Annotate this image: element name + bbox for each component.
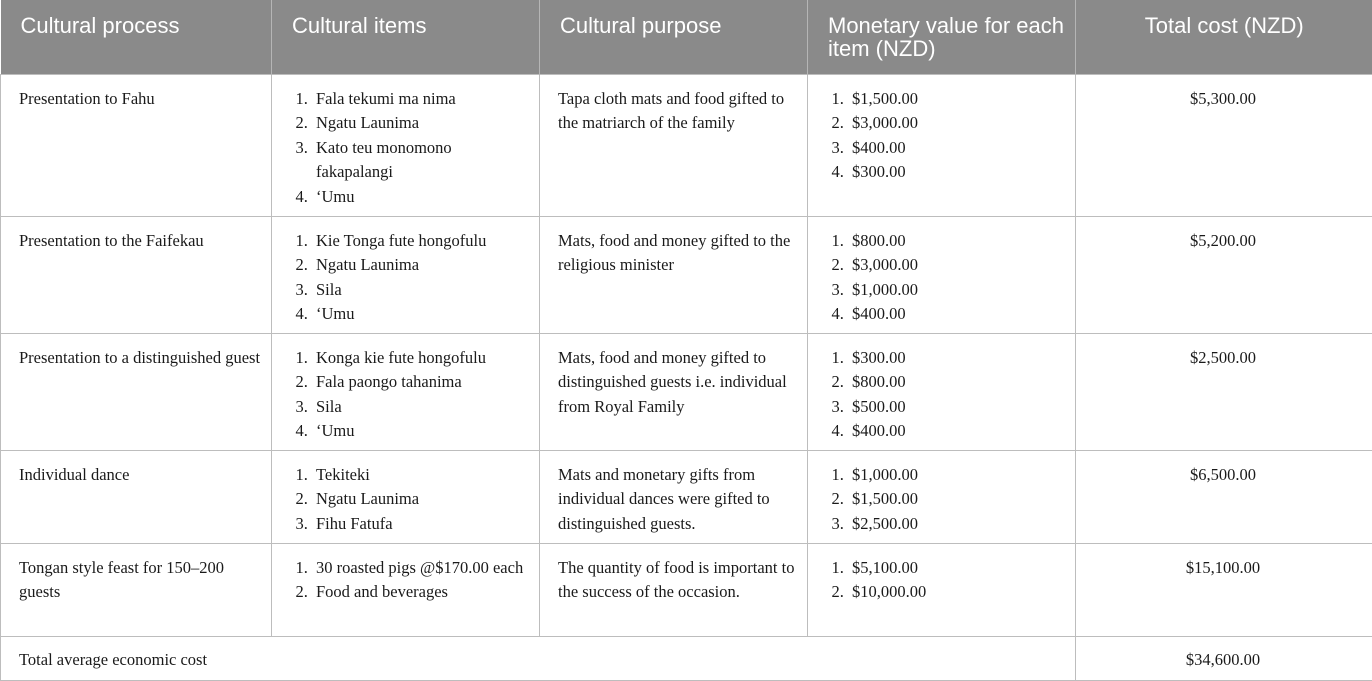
list-item: 2. $1,500.00 <box>848 487 1065 512</box>
list-item: 1. $1,000.00 <box>848 463 1065 488</box>
list-item: 1. $300.00 <box>848 346 1065 371</box>
list-item: 1. $1,500.00 <box>848 87 1065 112</box>
total-cell: $5,300.00 <box>1076 74 1372 216</box>
items-cell <box>272 216 540 333</box>
list-item: 2. Food and beverages <box>312 580 529 605</box>
purpose-cell: Mats, food and money gifted to distinguished guests i.e. individual from Royal Family <box>540 333 808 450</box>
purpose-cell: Mats and monetary gifts from individual dances were gifted to distinguished guests. <box>540 450 808 543</box>
total-cell: $15,100.00 <box>1076 543 1372 636</box>
list-item: 1. Konga kie fute hongofulu <box>312 346 529 371</box>
items-cell <box>272 74 540 216</box>
list-item: 2. $10,000.00 <box>848 580 1065 605</box>
values-list <box>826 87 1065 185</box>
items-list <box>290 463 529 537</box>
values-list <box>826 463 1065 537</box>
purpose-cell: The quantity of food is important to the success of the occasion. <box>540 543 808 636</box>
items-cell <box>272 450 540 543</box>
total-cell: $5,200.00 <box>1076 216 1372 333</box>
list-item: 3. Sila <box>312 395 529 420</box>
items-list <box>290 346 529 444</box>
list-item: 3. Sila <box>312 278 529 303</box>
list-item: 2. $3,000.00 <box>848 111 1065 136</box>
list-item: 3. Fihu Fatufa <box>312 512 529 537</box>
items-cell <box>272 333 540 450</box>
process-cell: Presentation to the Faifekau <box>1 216 272 333</box>
header-monetary-value: Monetary value for each item (NZD) <box>808 0 1076 74</box>
process-cell: Presentation to Fahu <box>1 74 272 216</box>
list-item: 3. $2,500.00 <box>848 512 1065 537</box>
purpose-cell: Tapa cloth mats and food gifted to the matriarch of the family <box>540 74 808 216</box>
values-list <box>826 229 1065 327</box>
list-item: 1. $800.00 <box>848 229 1065 254</box>
table-row <box>1 450 1372 543</box>
values-cell <box>808 543 1076 636</box>
values-cell <box>808 216 1076 333</box>
items-cell <box>272 543 540 636</box>
list-item: 2. Ngatu Launima <box>312 487 529 512</box>
list-item: 3. $500.00 <box>848 395 1065 420</box>
process-cell: Presentation to a distinguished guest <box>1 333 272 450</box>
header-cultural-process: Cultural process <box>1 0 272 74</box>
list-item: 4. ‘Umu <box>312 302 529 327</box>
list-item: 4. $300.00 <box>848 160 1065 185</box>
list-item: 1. Fala tekumi ma nima <box>312 87 529 112</box>
list-item: 1. Tekiteki <box>312 463 529 488</box>
items-list <box>290 556 529 605</box>
list-item: 4. $400.00 <box>848 419 1065 444</box>
summary-row <box>1 636 1372 680</box>
purpose-cell: Mats, food and money gifted to the religious minister <box>540 216 808 333</box>
header-total-cost: Total cost (NZD) <box>1076 0 1372 74</box>
summary-label: Total average economic cost <box>1 636 1076 680</box>
values-list <box>826 346 1065 444</box>
table-row <box>1 543 1372 636</box>
table-row <box>1 216 1372 333</box>
list-item: 4. $400.00 <box>848 302 1065 327</box>
values-cell <box>808 74 1076 216</box>
list-item: 4. ‘Umu <box>312 185 529 210</box>
list-item: 4. ‘Umu <box>312 419 529 444</box>
values-cell <box>808 333 1076 450</box>
header-cultural-items: Cultural items <box>272 0 540 74</box>
total-cell: $6,500.00 <box>1076 450 1372 543</box>
list-item: 2. $800.00 <box>848 370 1065 395</box>
table-row <box>1 74 1372 216</box>
values-cell <box>808 450 1076 543</box>
list-item: 2. $3,000.00 <box>848 253 1065 278</box>
summary-total: $34,600.00 <box>1076 636 1372 680</box>
list-item: 3. Kato teu monomono fakapalangi <box>312 136 529 185</box>
items-list <box>290 87 529 210</box>
header-row <box>1 0 1372 74</box>
header-cultural-purpose: Cultural purpose <box>540 0 808 74</box>
list-item: 1. Kie Tonga fute hongofulu <box>312 229 529 254</box>
list-item: 3. $1,000.00 <box>848 278 1065 303</box>
list-item: 1. $5,100.00 <box>848 556 1065 581</box>
list-item: 2. Ngatu Launima <box>312 253 529 278</box>
process-cell: Individual dance <box>1 450 272 543</box>
process-cell: Tongan style feast for 150–200 guests <box>1 543 272 636</box>
total-cell: $2,500.00 <box>1076 333 1372 450</box>
list-item: 1. 30 roasted pigs @$170.00 each <box>312 556 529 581</box>
list-item: 3. $400.00 <box>848 136 1065 161</box>
values-list <box>826 556 1065 605</box>
list-item: 2. Ngatu Launima <box>312 111 529 136</box>
table-row <box>1 333 1372 450</box>
items-list <box>290 229 529 327</box>
list-item: 2. Fala paongo tahanima <box>312 370 529 395</box>
